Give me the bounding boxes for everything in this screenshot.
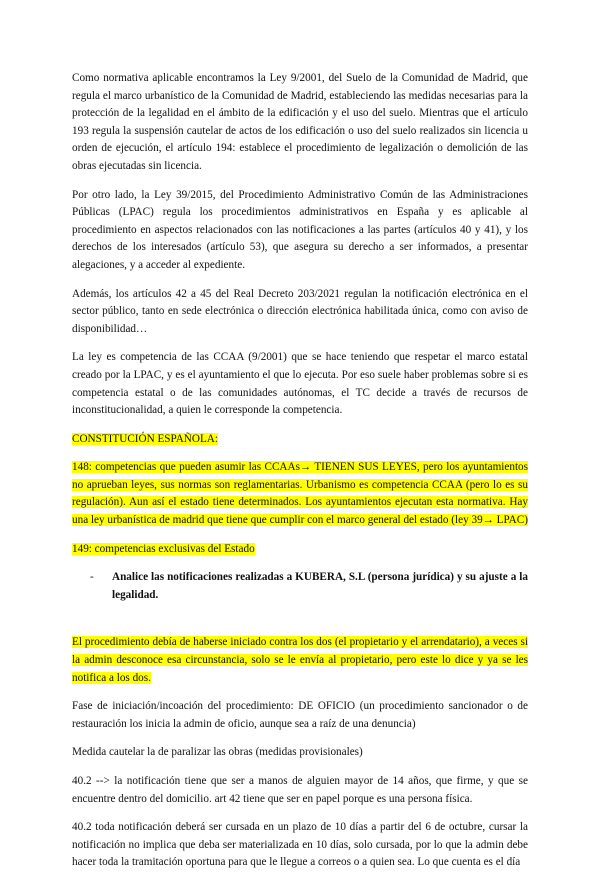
question-notificaciones-kubera: Analice las notificaciones realizadas a KUBERA, S.L (persona jurídica) y su ajuste a la legalidad.: [112, 571, 528, 601]
paragraph-148-text: 148: competencias que pueden asumir las CCAAs→ TIENEN SUS LEYES, pero los ayuntamientos no aprueban leyes, sus normas son reglamentarias. Urbanismo es competencia CCAA (pero lo es su regulación). Aun así el estado tiene determinados. Los ayuntamientos ejecutan esta normativa. Hay una ley urbanística de madrid que tiene que cumplir con el marco general del estado (ley 39→ LPAC): [72, 461, 528, 527]
paragraph-procedimiento-text: El procedimiento debía de haberse iniciado contra los dos (el propietario y el arrendatario), a veces si la admin desconoce esa circunstancia, solo se le envía al propietario, pero este lo dice y ya se les notifica a los dos.: [72, 636, 528, 684]
paragraph-149-text: 149: competencias exclusivas del Estado: [72, 542, 255, 555]
bullet-dash: -: [90, 571, 94, 584]
spacer: [72, 620, 528, 634]
heading-constitucion: [72, 431, 528, 449]
paragraph-40-2-a: 40.2 --> la notificación tiene que ser a manos de alguien mayor de 14 años, que firme, y que se encuentre dentro del domicilio. art 42 tiene que ser en papel porque es una persona física.: [72, 775, 528, 805]
paragraph-148: [72, 459, 528, 529]
paragraph-149: [72, 541, 528, 559]
paragraph-ley-suelo: Como normativa aplicable encontramos la Ley 9/2001, del Suelo de la Comunidad de Madrid, que regula el marco urbanístico de la Comunidad de Madrid, estableciendo las medidas necesarias para la protección de la legalidad en el ámbito de la edificación y el uso del suelo. Mientras que el artículo 193 regula la suspensión cautelar de actos de los edificación o uso del suelo realizados sin licencia u orden de ejecución, el artículo 194: establece el procedimiento de legalización o demolición de las obras ejecutadas sin licencia.: [72, 72, 528, 172]
paragraph-40-2-b: 40.2 toda notificación deberá ser cursada en un plazo de 10 días a partir del 6 de octubre, cursar la notificación no implica que deba ser materializada en 10 días, solo cursada, por lo que la admin debe hacer toda la tramitación oportuna para que le llegue a correos o a quien sea. Lo que cuenta es el día: [72, 821, 528, 869]
list-item: [72, 569, 528, 604]
paragraph-fase-iniciacion: Fase de iniciación/incoación del procedimiento: DE OFICIO (un procedimiento sancionador o de restauración los inicia la admin de oficio, aunque sea a raíz de una denuncia): [72, 700, 528, 730]
heading-constitucion-text: CONSTITUCIÓN ESPAÑOLA:: [72, 432, 218, 445]
paragraph-ley-39-2015: Por otro lado, la Ley 39/2015, del Procedimiento Administrativo Común de las Administraciones Públicas (LPAC) regula los procedimientos administrativos en España y es aplicable al procedimiento en aspectos relacionados con las notificaciones a las partes (artículos 40 y 41), y los derechos de los interesados (artículo 53), que asegura su derecho a ser informados, a presentar alegaciones, y a acceder al expediente.: [72, 188, 528, 271]
paragraph-procedimiento: [72, 634, 528, 687]
paragraph-real-decreto: Además, los artículos 42 a 45 del Real Decreto 203/2021 regulan la notificación electrónica en el sector público, tanto en sede electrónica o dirección electrónica habilitada única, como con aviso de disponibilidad…: [72, 287, 528, 335]
paragraph-competencia-ccaa: La ley es competencia de las CCAA (9/2001) que se hace teniendo que respetar el marco estatal creado por la LPAC, y es el ayuntamiento el que lo ejecuta. Por eso suele haber problemas sobre si es competencia estatal o de las comunidades autónomas, el TC decide a través de recursos de inconstitucionalidad, a quien le corresponde la competencia.: [72, 351, 528, 417]
paragraph-medida-cautelar: Medida cautelar la de paralizar las obras (medidas provisionales): [72, 746, 363, 759]
